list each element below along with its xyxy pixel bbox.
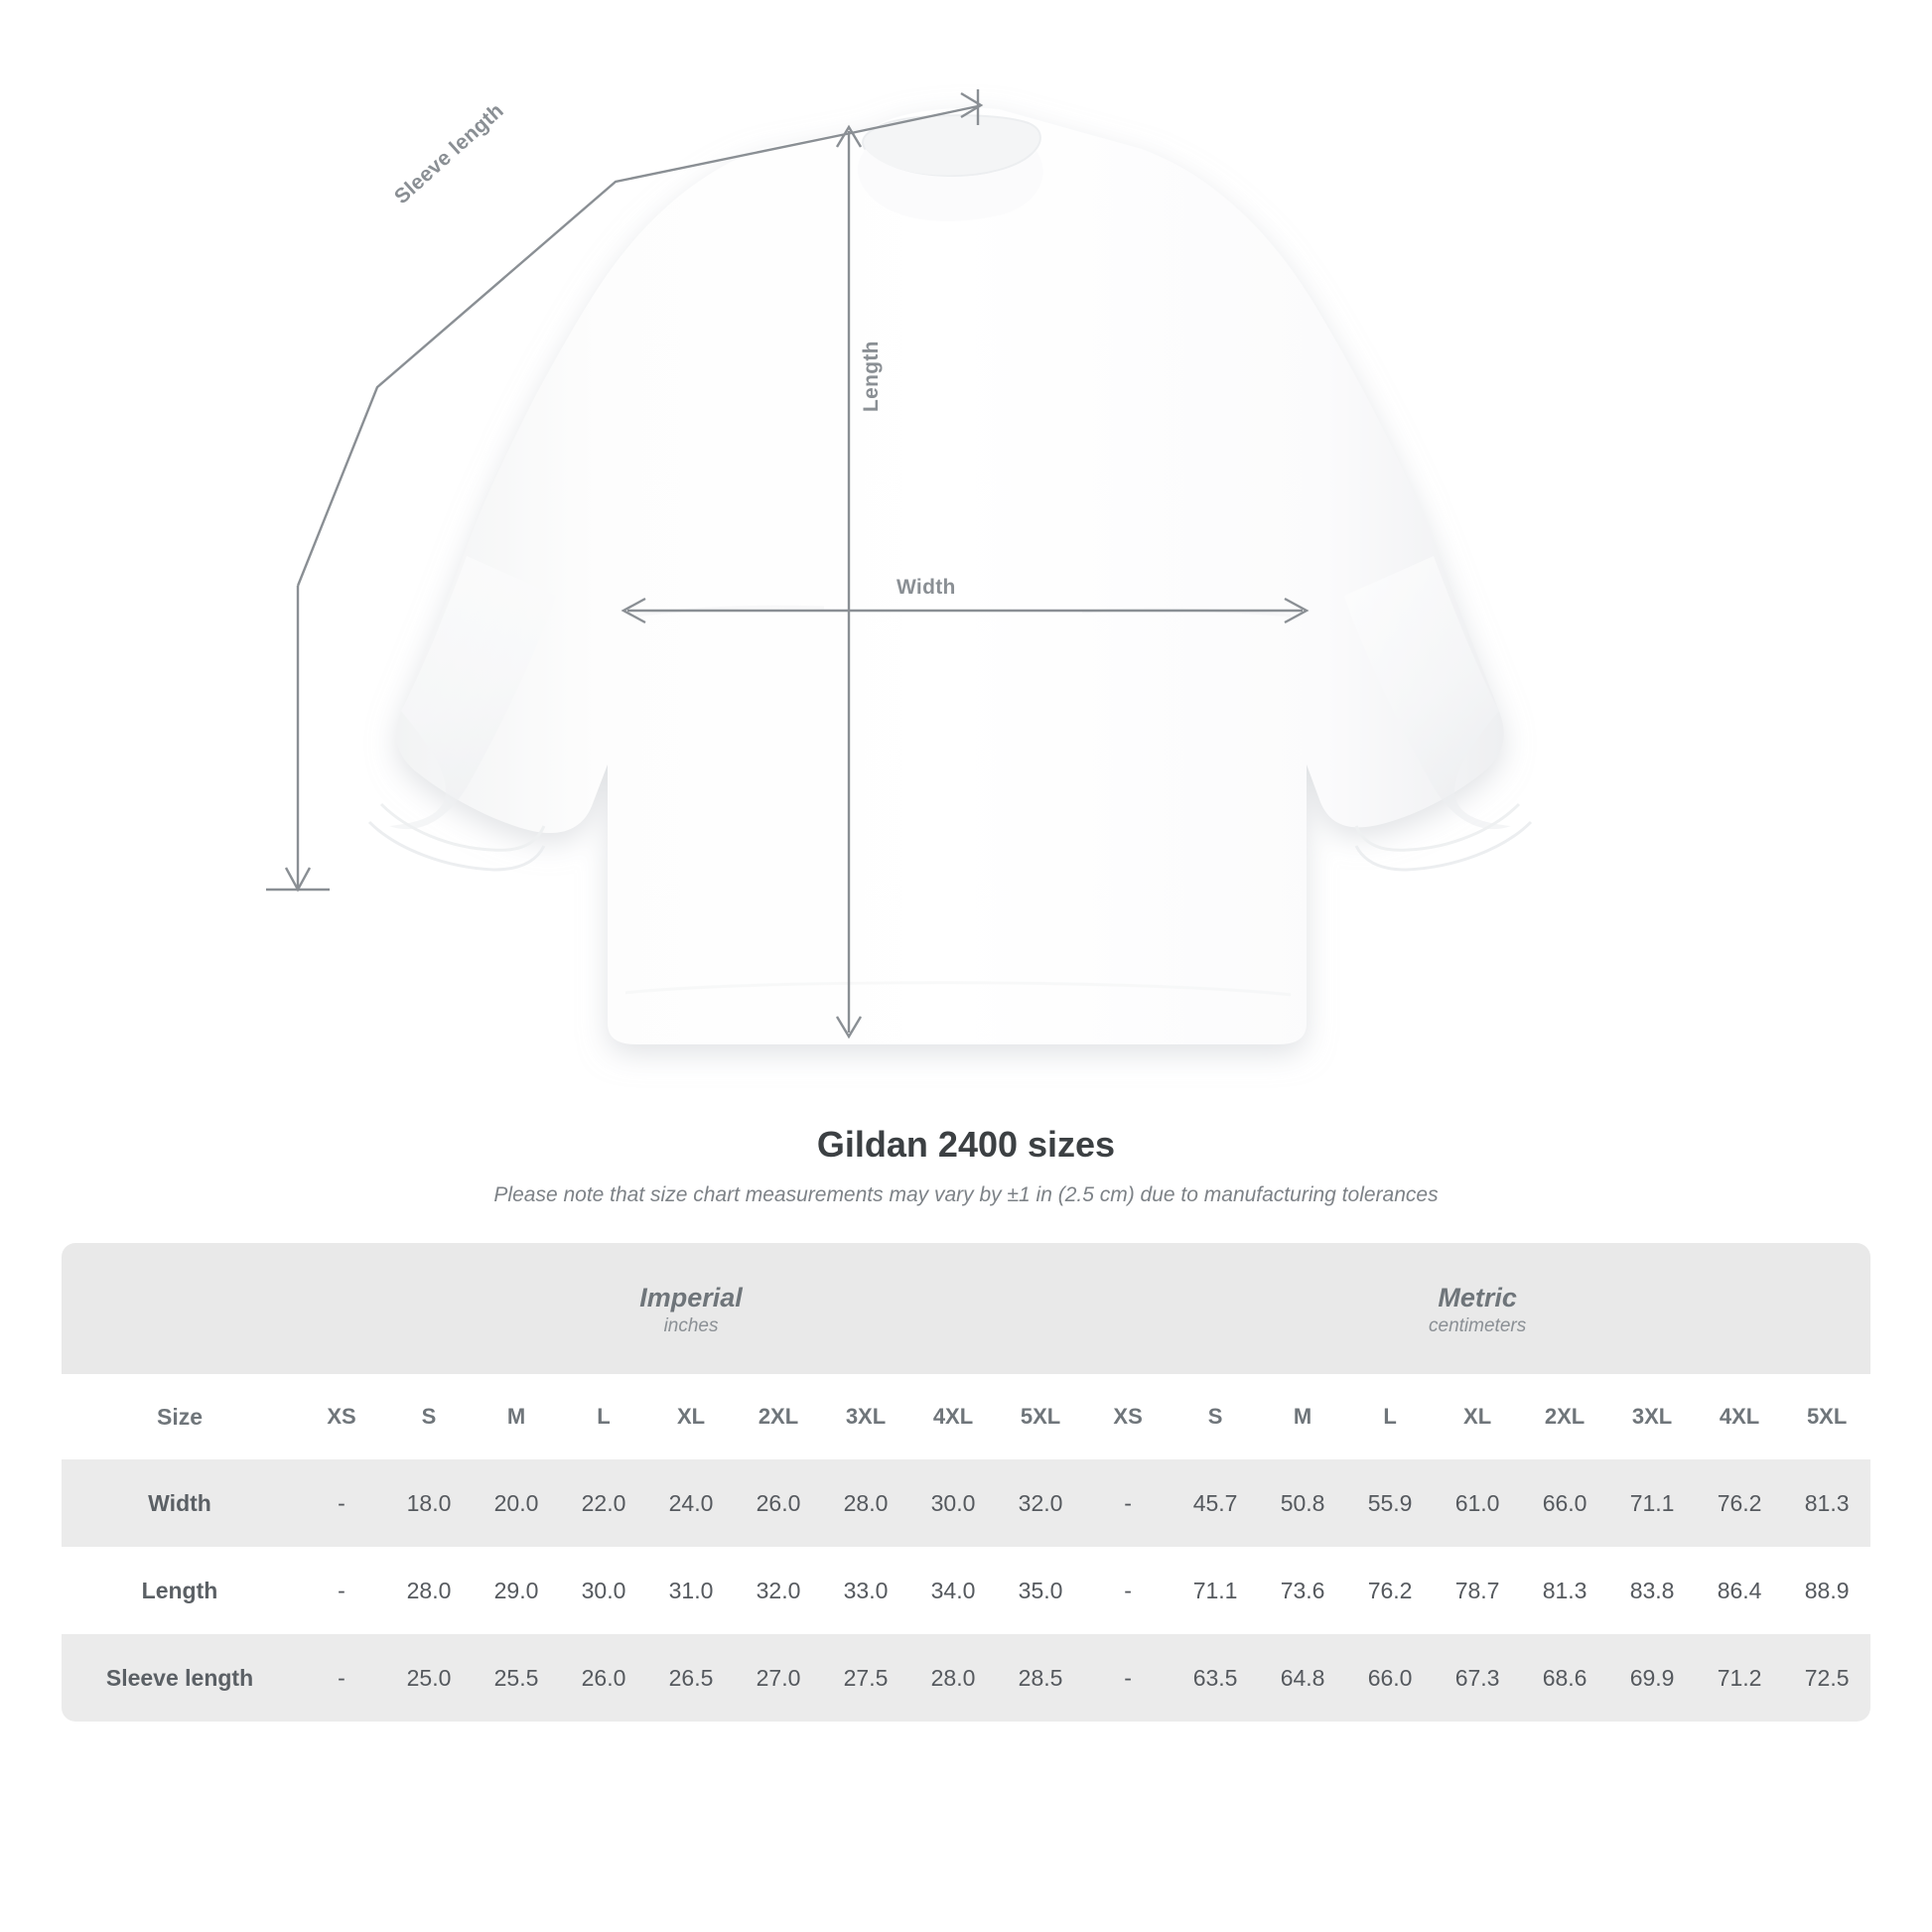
- cell-width-metric-2xl: 66.0: [1521, 1459, 1608, 1547]
- cell-length-imperial-s: 28.0: [385, 1547, 473, 1634]
- size-col-metric-l: L: [1346, 1374, 1434, 1459]
- cell-sleeve-metric-2xl: 68.6: [1521, 1634, 1608, 1722]
- cell-length-metric-3xl: 83.8: [1608, 1547, 1696, 1634]
- cell-sleeve-metric-3xl: 69.9: [1608, 1634, 1696, 1722]
- row-label-width: Width: [62, 1459, 298, 1547]
- size-col-imperial-l: L: [560, 1374, 647, 1459]
- cell-length-metric-xs: -: [1084, 1547, 1172, 1634]
- cell-sleeve-metric-m: 64.8: [1259, 1634, 1346, 1722]
- cell-width-imperial-3xl: 28.0: [822, 1459, 909, 1547]
- cell-width-imperial-l: 22.0: [560, 1459, 647, 1547]
- row-label-sleeve-length: Sleeve length: [62, 1634, 298, 1722]
- size-col-imperial-xl: XL: [647, 1374, 735, 1459]
- size-col-metric-5xl: 5XL: [1783, 1374, 1870, 1459]
- size-col-imperial-m: M: [473, 1374, 560, 1459]
- cell-sleeve-metric-s: 63.5: [1172, 1634, 1259, 1722]
- cell-sleeve-imperial-2xl: 27.0: [735, 1634, 822, 1722]
- cell-length-metric-s: 71.1: [1172, 1547, 1259, 1634]
- size-header-row: [62, 1374, 1870, 1459]
- cell-width-imperial-4xl: 30.0: [909, 1459, 997, 1547]
- tolerance-note: Please note that size chart measurements may vary by ±1 in (2.5 cm) due to manufacturing tolerances: [493, 1183, 1439, 1206]
- cell-width-imperial-xs: -: [298, 1459, 385, 1547]
- size-col-imperial-5xl: 5XL: [997, 1374, 1084, 1459]
- unit-header-spacer: [62, 1243, 298, 1374]
- size-col-metric-4xl: 4XL: [1696, 1374, 1783, 1459]
- unit-header-row: [62, 1243, 1870, 1374]
- cell-length-metric-l: 76.2: [1346, 1547, 1434, 1634]
- cell-sleeve-imperial-xs: -: [298, 1634, 385, 1722]
- cell-length-imperial-5xl: 35.0: [997, 1547, 1084, 1634]
- table-row-width: [62, 1459, 1870, 1547]
- unit-group-metric-name: Metric: [1438, 1282, 1517, 1312]
- cell-width-metric-s: 45.7: [1172, 1459, 1259, 1547]
- cell-sleeve-imperial-s: 25.0: [385, 1634, 473, 1722]
- cell-width-metric-m: 50.8: [1259, 1459, 1346, 1547]
- cell-sleeve-metric-l: 66.0: [1346, 1634, 1434, 1722]
- cell-sleeve-metric-xs: -: [1084, 1634, 1172, 1722]
- cell-length-imperial-3xl: 33.0: [822, 1547, 909, 1634]
- cell-width-imperial-5xl: 32.0: [997, 1459, 1084, 1547]
- cell-length-metric-xl: 78.7: [1434, 1547, 1521, 1634]
- sleeve-length-dimension-label: Sleeve length: [390, 98, 508, 209]
- size-col-imperial-xs: XS: [298, 1374, 385, 1459]
- unit-group-imperial-sub: inches: [663, 1315, 719, 1337]
- cell-width-metric-3xl: 71.1: [1608, 1459, 1696, 1547]
- cell-sleeve-metric-5xl: 72.5: [1783, 1634, 1870, 1722]
- unit-group-imperial: [298, 1243, 1084, 1374]
- unit-group-imperial-name: Imperial: [639, 1282, 743, 1312]
- width-dimension-label: Width: [897, 576, 956, 599]
- collar: [858, 115, 1043, 221]
- cell-width-metric-l: 55.9: [1346, 1459, 1434, 1547]
- cell-length-metric-4xl: 86.4: [1696, 1547, 1783, 1634]
- cell-length-metric-2xl: 81.3: [1521, 1547, 1608, 1634]
- length-dimension-label: Length: [860, 341, 883, 412]
- unit-group-metric: [1084, 1243, 1870, 1374]
- size-col-imperial-s: S: [385, 1374, 473, 1459]
- cell-sleeve-metric-4xl: 71.2: [1696, 1634, 1783, 1722]
- cell-width-imperial-s: 18.0: [385, 1459, 473, 1547]
- table-row-length: [62, 1547, 1870, 1634]
- size-header-label: Size: [62, 1374, 298, 1459]
- cell-sleeve-imperial-5xl: 28.5: [997, 1634, 1084, 1722]
- table-row-sleeve-length: [62, 1634, 1870, 1722]
- cell-length-imperial-xs: -: [298, 1547, 385, 1634]
- cell-length-imperial-4xl: 34.0: [909, 1547, 997, 1634]
- cell-sleeve-imperial-l: 26.0: [560, 1634, 647, 1722]
- row-label-length: Length: [62, 1547, 298, 1634]
- cell-sleeve-metric-xl: 67.3: [1434, 1634, 1521, 1722]
- cell-width-imperial-m: 20.0: [473, 1459, 560, 1547]
- cell-length-imperial-xl: 31.0: [647, 1547, 735, 1634]
- size-table-wrapper: [62, 1243, 1870, 1722]
- page-title: Gildan 2400 sizes: [816, 1124, 1116, 1165]
- title-block: [0, 1124, 1932, 1207]
- cell-sleeve-imperial-xl: 26.5: [647, 1634, 735, 1722]
- cell-sleeve-imperial-4xl: 28.0: [909, 1634, 997, 1722]
- size-col-imperial-3xl: 3XL: [822, 1374, 909, 1459]
- cell-sleeve-imperial-3xl: 27.5: [822, 1634, 909, 1722]
- size-col-metric-2xl: 2XL: [1521, 1374, 1608, 1459]
- cell-length-imperial-m: 29.0: [473, 1547, 560, 1634]
- cell-width-metric-xs: -: [1084, 1459, 1172, 1547]
- cell-length-imperial-l: 30.0: [560, 1547, 647, 1634]
- cell-width-imperial-xl: 24.0: [647, 1459, 735, 1547]
- size-col-metric-xs: XS: [1084, 1374, 1172, 1459]
- cell-width-imperial-2xl: 26.0: [735, 1459, 822, 1547]
- size-col-imperial-2xl: 2XL: [735, 1374, 822, 1459]
- size-col-metric-xl: XL: [1434, 1374, 1521, 1459]
- size-col-imperial-4xl: 4XL: [909, 1374, 997, 1459]
- size-col-metric-m: M: [1259, 1374, 1346, 1459]
- cell-length-metric-5xl: 88.9: [1783, 1547, 1870, 1634]
- size-col-metric-3xl: 3XL: [1608, 1374, 1696, 1459]
- size-col-metric-s: S: [1172, 1374, 1259, 1459]
- unit-group-metric-sub: centimeters: [1429, 1315, 1527, 1337]
- cell-length-metric-m: 73.6: [1259, 1547, 1346, 1634]
- size-table: [62, 1243, 1870, 1722]
- cell-width-metric-xl: 61.0: [1434, 1459, 1521, 1547]
- cell-width-metric-5xl: 81.3: [1783, 1459, 1870, 1547]
- cell-width-metric-4xl: 76.2: [1696, 1459, 1783, 1547]
- cell-sleeve-imperial-m: 25.5: [473, 1634, 560, 1722]
- cell-length-imperial-2xl: 32.0: [735, 1547, 822, 1634]
